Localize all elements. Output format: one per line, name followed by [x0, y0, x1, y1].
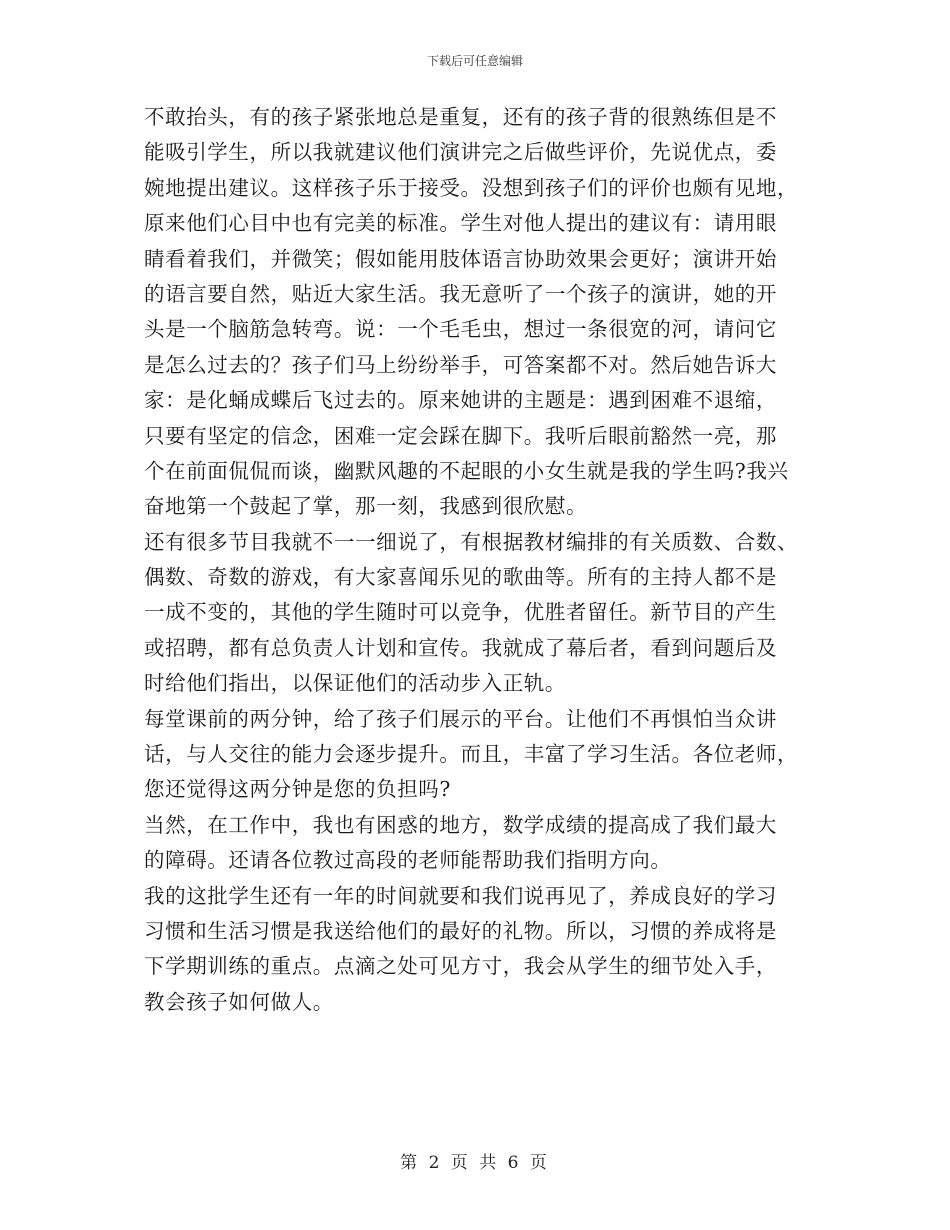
text-line: 睛看着我们，并微笑；假如能用肢体语言协助效果会更好；演讲开始: [144, 246, 777, 271]
text-line: 还有很多节目我就不一一细说了，有根据教材编排的有关质数、合数、: [144, 529, 799, 554]
text-line: 能吸引学生，所以我就建议他们演讲完之后做些评价，先说优点，委: [144, 140, 777, 165]
text-line: 或招聘，都有总负责人计划和宣传。我就成了幕后者，看到问题后及: [144, 635, 777, 660]
text-line: 当然，在工作中，我也有困惑的地方，数学成绩的提高成了我们最大: [144, 812, 777, 837]
text-line: 每堂课前的两分钟，给了孩子们展示的平台。让他们不再惧怕当众讲: [144, 706, 777, 731]
text-line: 的障碍。还请各位教过高段的老师能帮助我们指明方向。: [144, 848, 672, 873]
text-line: 话，与人交往的能力会逐步提升。而且，丰富了学习生活。各位老师，: [144, 742, 799, 767]
text-line: 您还觉得这两分钟是您的负担吗?: [144, 777, 451, 802]
text-line: 我的这批学生还有一年的时间就要和我们说再见了，养成良好的学习: [144, 883, 777, 908]
page-number-footer: 第 2 页 共 6 页: [400, 1153, 550, 1173]
text-line: 偶数、奇数的游戏，有大家喜闻乐见的歌曲等。所有的主持人都不是: [144, 565, 777, 590]
text-line: 原来他们心目中也有完美的标准。学生对他人提出的建议有：请用眼: [144, 211, 777, 236]
page-header: 下载后可任意编辑: [426, 54, 523, 68]
text-line: 头是一个脑筋急转弯。说：一个毛毛虫，想过一条很宽的河，请问它: [144, 317, 777, 342]
text-line: 只要有坚定的信念，困难一定会踩在脚下。我听后眼前豁然一亮，那: [144, 423, 777, 448]
text-line: 婉地提出建议。这样孩子乐于接受。没想到孩子们的评价也颇有见地，: [144, 175, 799, 200]
text-line: 一成不变的，其他的学生随时可以竞争，优胜者留任。新节目的产生: [144, 600, 777, 625]
text-line: 下学期训练的重点。点滴之处可见方寸，我会从学生的细节处入手，: [144, 954, 777, 979]
text-line: 不敢抬头，有的孩子紧张地总是重复，还有的孩子背的很熟练但是不: [144, 105, 777, 129]
text-line: 是怎么过去的？孩子们马上纷纷举手，可答案都不对。然后她告诉大: [144, 352, 777, 377]
text-line: 时给他们指出，以保证他们的活动步入正轨。: [144, 671, 566, 696]
text-line: 的语言要自然，贴近大家生活。我无意听了一个孩子的演讲，她的开: [144, 281, 777, 306]
text-line: 个在前面侃侃而谈，幽默风趣的不起眼的小女生就是我的学生吗?我兴: [144, 458, 789, 483]
document-body: [144, 100, 814, 1020]
text-line: 家：是化蛹成蝶后飞过去的。原来她讲的主题是：遇到困难不退缩，: [144, 388, 777, 413]
text-line: 习惯和生活习惯是我送给他们的最好的礼物。所以，习惯的养成将是: [144, 918, 777, 943]
text-line: 教会孩子如何做人。: [144, 989, 334, 1014]
text-line: 奋地第一个鼓起了掌，那一刻，我感到很欣慰。: [144, 494, 588, 519]
